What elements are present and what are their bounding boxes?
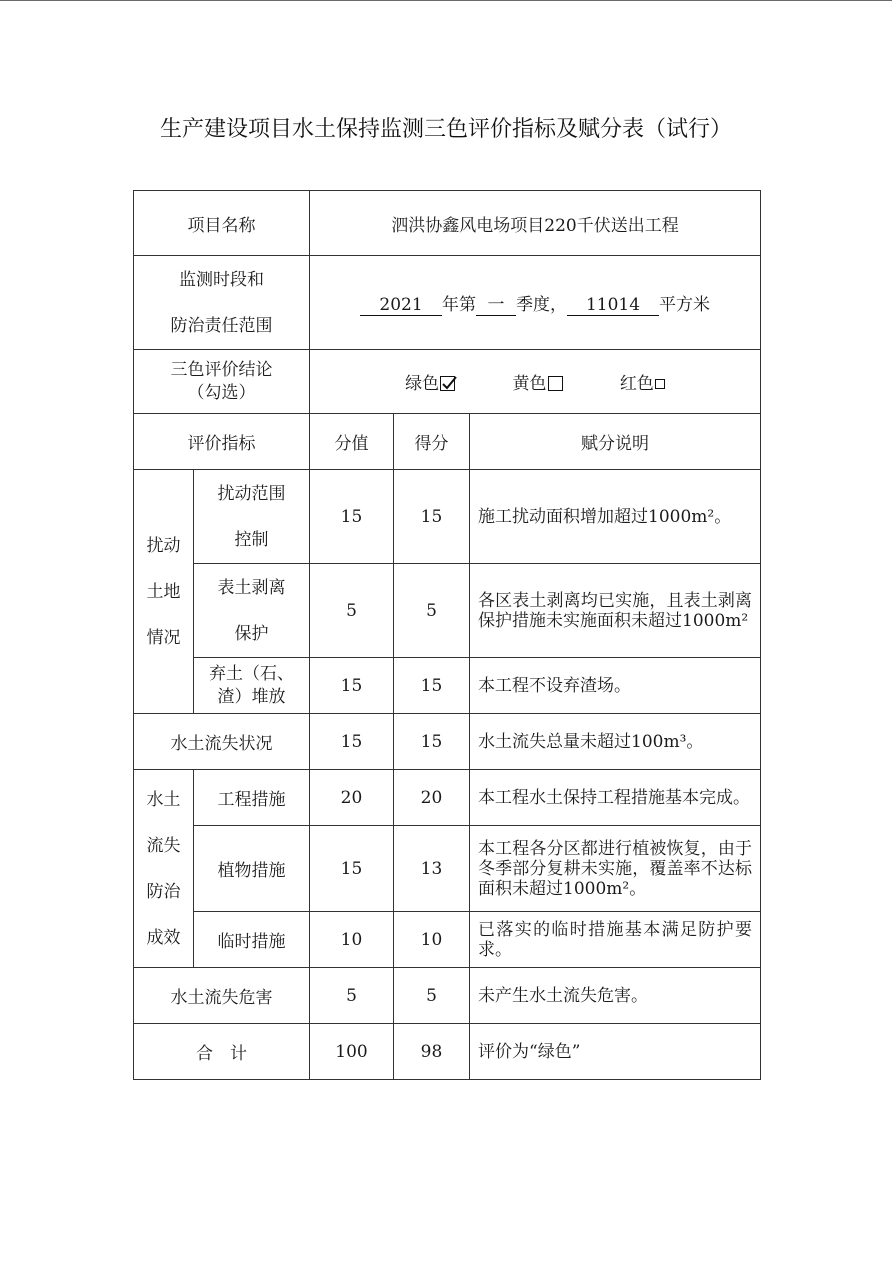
header-score: 分值: [310, 414, 394, 470]
option-yellow-label: 黄色: [512, 374, 547, 394]
disturb-group-line3: 情况: [146, 627, 181, 648]
project-name: 泗洪协鑫风电场项目220千伏送出工程: [310, 191, 761, 256]
indicator-name: 水土流失危害: [134, 968, 310, 1024]
disturb-group-line2: 土地: [146, 581, 181, 602]
header-desc: 赋分说明: [470, 414, 761, 470]
conclusion-label-line1: 三色评价结论: [170, 359, 273, 380]
table-row: [134, 564, 761, 658]
indicator-desc: 已落实的临时措施基本满足防护要求。: [470, 912, 761, 968]
conclusion-label: [134, 350, 310, 414]
period-label-line2: 防治责任范围: [170, 315, 273, 336]
disturb-group-label: [134, 470, 194, 714]
unchecked-small-box-icon[interactable]: [655, 379, 665, 389]
conclusion-row: [134, 350, 761, 414]
indicator-name: 植物措施: [194, 826, 310, 912]
indicator-got: 15: [394, 714, 470, 770]
header-got: 得分: [394, 414, 470, 470]
header-row: [134, 414, 761, 470]
period-quarter-suffix: 季度，: [516, 294, 568, 315]
indicator-name: [194, 658, 310, 714]
indicator-desc: 本工程各分区都进行植被恢复，由于冬季部分复耕未实施，覆盖率不达标面积未超过1000m²。: [470, 826, 761, 912]
period-year: 2021: [360, 295, 442, 316]
indicator-desc: 本工程水土保持工程措施基本完成。: [470, 770, 761, 826]
total-desc: 评价为“绿色”: [470, 1024, 761, 1080]
table-row: [134, 658, 761, 714]
indicator-got: 13: [394, 826, 470, 912]
indicator-desc: 未产生水土流失危害。: [470, 968, 761, 1024]
indicator-score: 20: [310, 770, 394, 826]
indicator-got: 10: [394, 912, 470, 968]
indicator-name-line1: 扰动范围: [217, 483, 286, 504]
disturb-group-line1: 扰动: [146, 535, 181, 556]
project-label: 项目名称: [134, 191, 310, 256]
indicator-name-line1: 弃土（石、: [209, 663, 294, 684]
period-area-suffix: 平方米: [659, 294, 711, 315]
indicator-name: 工程措施: [194, 770, 310, 826]
period-area: 11014: [567, 295, 659, 316]
control-group-line2: 流失: [146, 835, 181, 856]
table-row: [134, 968, 761, 1024]
document-title: 生产建设项目水土保持监测三色评价指标及赋分表（试行）: [159, 117, 732, 142]
indicator-got: 5: [394, 968, 470, 1024]
indicator-desc: 水土流失总量未超过100m³。: [470, 714, 761, 770]
evaluation-table: [133, 190, 761, 1080]
option-green[interactable]: [405, 369, 455, 394]
period-quarter: 一: [476, 295, 516, 316]
table-row: [134, 470, 761, 564]
indicator-name: 水土流失状况: [134, 714, 310, 770]
indicator-desc: 各区表土剥离均已实施，且表土剥离保护措施未实施面积未超过1000m²: [470, 564, 761, 658]
table-row: [134, 714, 761, 770]
option-red-label: 红色: [619, 374, 654, 394]
indicator-score: 15: [310, 826, 394, 912]
indicator-got: 15: [394, 470, 470, 564]
header-indicator: 评价指标: [134, 414, 310, 470]
option-green-label: 绿色: [405, 374, 440, 394]
indicator-name-line2: 保护: [234, 623, 269, 644]
unchecked-box-icon[interactable]: [548, 376, 563, 391]
indicator-score: 10: [310, 912, 394, 968]
indicator-got: 20: [394, 770, 470, 826]
indicator-score: 5: [310, 968, 394, 1024]
indicator-got: 15: [394, 658, 470, 714]
control-group-line4: 成效: [146, 927, 181, 948]
table-row: [134, 826, 761, 912]
indicator-score: 15: [310, 714, 394, 770]
conclusion-label-line2: （勾选）: [187, 382, 256, 403]
checked-box-icon[interactable]: [440, 376, 455, 391]
indicator-name: [194, 470, 310, 564]
control-group-line3: 防治: [146, 881, 181, 902]
indicator-got: 5: [394, 564, 470, 658]
table-row: [134, 770, 761, 826]
indicator-name-line2: 控制: [234, 529, 269, 550]
indicator-name: 临时措施: [194, 912, 310, 968]
indicator-desc: 本工程不设弃渣场。: [470, 658, 761, 714]
option-red[interactable]: [620, 369, 665, 394]
total-score: 100: [310, 1024, 394, 1080]
control-group-line1: 水土: [146, 789, 181, 810]
period-value: [310, 256, 761, 350]
total-row: [134, 1024, 761, 1080]
period-year-suffix: 年第: [442, 294, 477, 315]
indicator-score: 15: [310, 470, 394, 564]
period-row: [134, 256, 761, 350]
indicator-score: 15: [310, 658, 394, 714]
control-group-label: [134, 770, 194, 968]
indicator-desc: 施工扰动面积增加超过1000m²。: [470, 470, 761, 564]
total-label: 合 计: [134, 1024, 310, 1080]
option-yellow[interactable]: [513, 369, 563, 394]
indicator-score: 5: [310, 564, 394, 658]
indicator-name-line2: 渣）堆放: [217, 686, 286, 707]
table-row: [134, 912, 761, 968]
indicator-name: [194, 564, 310, 658]
period-label-line1: 监测时段和: [179, 269, 264, 290]
total-got: 98: [394, 1024, 470, 1080]
indicator-name-line1: 表土剥离: [217, 577, 286, 598]
project-row: [134, 191, 761, 256]
period-label: [134, 256, 310, 350]
conclusion-options: [310, 350, 761, 414]
page-top-border: [0, 0, 892, 1]
